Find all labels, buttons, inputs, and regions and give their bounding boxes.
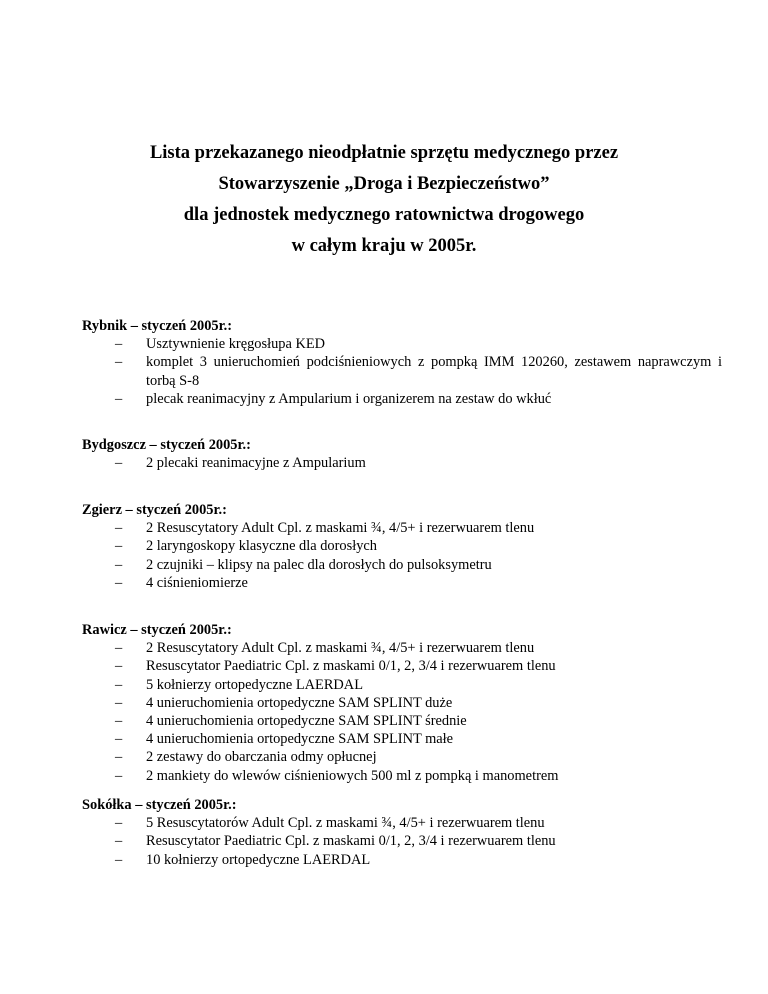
item-text: 4 unieruchomienia ortopedyczne SAM SPLINT średnie — [146, 713, 467, 730]
section-heading: Zgierz – styczeń 2005r.: — [82, 502, 227, 518]
list-item — [82, 574, 722, 592]
dash-bullet: – — [115, 658, 123, 675]
item-text: 2 Resuscytatory Adult Cpl. z maskami ¾, 4/5+ i rezerwuarem tlenu — [146, 520, 535, 537]
dash-bullet: – — [115, 713, 123, 730]
list-item — [82, 814, 722, 832]
dash-bullet: – — [115, 455, 123, 472]
title-line-3: dla jednostek medycznego ratownictwa drogowego — [183, 205, 585, 225]
item-text: 2 mankiety do wlewów ciśnieniowych 500 ml z pompką i manometrem — [146, 767, 559, 784]
list-item — [82, 694, 722, 712]
list-item — [82, 832, 722, 850]
list-item — [82, 657, 722, 675]
item-list — [82, 814, 722, 869]
item-text: Resuscytator Paediatric Cpl. z maskami 0/1, 2, 3/4 i rezerwuarem tlenu — [146, 658, 556, 675]
dash-bullet: – — [115, 694, 123, 711]
section-heading: Sokółka – styczeń 2005r.: — [82, 797, 237, 813]
item-text: 4 unieruchomienia ortopedyczne SAM SPLINT małe — [146, 731, 454, 748]
section-bydgoszcz — [82, 436, 722, 472]
list-item — [82, 676, 722, 694]
item-list — [82, 454, 722, 472]
section-heading: Rawicz – styczeń 2005r.: — [82, 622, 232, 638]
section-sokolka — [82, 796, 722, 869]
list-item — [82, 519, 722, 537]
title-line-4: w całym kraju w 2005r. — [291, 236, 477, 256]
item-text: Usztywnienie kręgosłupa KED — [146, 336, 326, 353]
list-item — [82, 748, 722, 766]
dash-bullet: – — [115, 676, 123, 693]
dash-bullet: – — [115, 833, 123, 850]
dash-bullet: – — [115, 390, 123, 407]
dash-bullet: – — [115, 556, 123, 573]
item-text: 2 zestawy do obarczania odmy opłucnej — [146, 749, 377, 766]
list-item — [82, 335, 722, 353]
item-text: 5 kołnierzy ortopedyczne LAERDAL — [146, 676, 363, 693]
section-heading: Bydgoszcz – styczeń 2005r.: — [82, 437, 251, 453]
list-item — [82, 712, 722, 730]
item-text: 2 plecaki reanimacyjne z Ampularium — [146, 455, 366, 472]
dash-bullet: – — [115, 851, 123, 868]
item-text: 2 czujniki – klipsy na palec dla dorosłych do pulsoksymetru — [146, 556, 492, 573]
list-item — [82, 730, 722, 748]
dash-bullet: – — [115, 336, 123, 353]
item-text: 4 ciśnieniomierze — [146, 574, 248, 591]
item-text: 4 unieruchomienia ortopedyczne SAM SPLINT duże — [146, 694, 453, 711]
list-item — [82, 454, 722, 472]
list-item — [82, 556, 722, 574]
dash-bullet: – — [115, 354, 123, 371]
dash-bullet: – — [115, 574, 123, 591]
list-item — [82, 767, 722, 785]
item-text: komplet 3 unieruchomień podciśnieniowych z pompką IMM 120260, zestawem naprawczym i torbą S-8 — [146, 354, 722, 389]
item-text: 2 Resuscytatory Adult Cpl. z maskami ¾, 4/5+ i rezerwuarem tlenu — [146, 640, 535, 657]
dash-bullet: – — [115, 640, 123, 657]
list-item — [82, 639, 722, 657]
dash-bullet: – — [115, 731, 123, 748]
title-line-2: Stowarzyszenie „Droga i Bezpieczeństwo” — [218, 174, 550, 194]
item-text: plecak reanimacyjny z Ampularium i organizerem na zestaw do wkłuć — [146, 390, 552, 407]
dash-bullet: – — [115, 815, 123, 832]
list-item — [82, 851, 722, 869]
section-heading: Rybnik – styczeń 2005r.: — [82, 318, 233, 334]
list-item — [82, 353, 722, 389]
item-list — [82, 335, 722, 408]
list-item — [82, 390, 722, 408]
list-item — [82, 537, 722, 555]
dash-bullet: – — [115, 767, 123, 784]
section-rybnik — [82, 317, 722, 408]
item-text: 2 laryngoskopy klasyczne dla dorosłych — [146, 538, 377, 555]
dash-bullet: – — [115, 749, 123, 766]
item-list — [82, 519, 722, 592]
dash-bullet: – — [115, 520, 123, 537]
item-list — [82, 639, 722, 785]
item-text: Resuscytator Paediatric Cpl. z maskami 0/1, 2, 3/4 i rezerwuarem tlenu — [146, 833, 556, 850]
section-zgierz — [82, 501, 722, 592]
document-title — [0, 138, 768, 262]
item-text: 5 Resuscytatorów Adult Cpl. z maskami ¾, 4/5+ i rezerwuarem tlenu — [146, 815, 545, 832]
item-text: 10 kołnierzy ortopedyczne LAERDAL — [146, 851, 371, 868]
section-rawicz — [82, 621, 722, 785]
title-line-1: Lista przekazanego nieodpłatnie sprzętu medycznego przez — [149, 143, 619, 163]
dash-bullet: – — [115, 538, 123, 555]
